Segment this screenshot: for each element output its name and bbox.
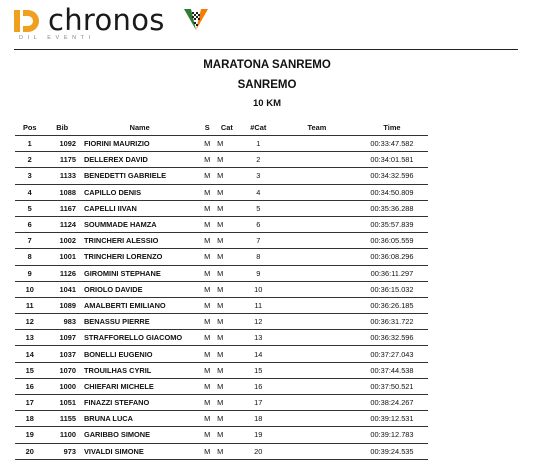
table-row	[15, 411, 428, 427]
col-header-cat-rank: #Cat	[250, 123, 267, 132]
cell-sex: M	[199, 362, 215, 378]
cell-cat: M	[215, 233, 239, 249]
cell-cat: M	[215, 136, 239, 152]
cell-cat: M	[215, 362, 239, 378]
cell-cat-rank: 11	[239, 297, 278, 313]
event-location: SANREMO	[237, 79, 297, 91]
cell-pos: 5	[15, 200, 44, 216]
cell-name: GIROMINI STEPHANE	[80, 265, 199, 281]
cell-sex: M	[199, 152, 215, 168]
cell-sex: M	[199, 330, 215, 346]
cell-cat: M	[215, 216, 239, 232]
cell-time: 00:36:11.297	[356, 265, 428, 281]
cell-bib: 1070	[44, 362, 80, 378]
cell-time: 00:34:01.581	[356, 152, 428, 168]
cell-cat-rank: 18	[239, 411, 278, 427]
cell-team	[278, 395, 356, 411]
table-row	[15, 249, 428, 265]
results-table	[15, 120, 428, 460]
cell-team	[278, 378, 356, 394]
cell-sex: M	[199, 378, 215, 394]
table-row	[15, 265, 428, 281]
table-row	[15, 184, 428, 200]
cell-sex: M	[199, 443, 215, 459]
cell-bib: 1155	[44, 411, 80, 427]
cell-team	[278, 184, 356, 200]
cell-pos: 18	[15, 411, 44, 427]
cell-time: 00:36:26.185	[356, 297, 428, 313]
cell-name: GARIBBO SIMONE	[80, 427, 199, 443]
cell-time: 00:39:12.531	[356, 411, 428, 427]
col-header-pos: Pos	[22, 123, 37, 132]
cell-bib: 1175	[44, 152, 80, 168]
col-header-name: Name	[129, 123, 150, 132]
cell-sex: M	[199, 168, 215, 184]
cell-name: AMALBERTI EMILIANO	[80, 297, 199, 313]
cell-sex: M	[199, 216, 215, 232]
cell-team	[278, 427, 356, 443]
table-row	[15, 233, 428, 249]
table-row	[15, 378, 428, 394]
col-header-team: Team	[307, 123, 327, 132]
cell-time: 00:36:05.559	[356, 233, 428, 249]
cell-sex: M	[199, 346, 215, 362]
cell-bib: 1100	[44, 427, 80, 443]
table-row	[15, 281, 428, 297]
cell-name: CHIEFARI MICHELE	[80, 378, 199, 394]
cell-bib: 1002	[44, 233, 80, 249]
cell-team	[278, 249, 356, 265]
cell-sex: M	[199, 249, 215, 265]
cell-pos: 11	[15, 297, 44, 313]
cell-team	[278, 136, 356, 152]
cell-name: FIORINI MAURIZIO	[80, 136, 199, 152]
cell-cat: M	[215, 427, 239, 443]
table-row	[15, 297, 428, 313]
cell-pos: 1	[15, 136, 44, 152]
cell-bib: 1037	[44, 346, 80, 362]
cell-sex: M	[199, 265, 215, 281]
cell-cat: M	[215, 411, 239, 427]
cell-bib: 1041	[44, 281, 80, 297]
cell-sex: M	[199, 136, 215, 152]
cell-pos: 6	[15, 216, 44, 232]
table-row	[15, 346, 428, 362]
table-row	[15, 427, 428, 443]
table-row	[15, 314, 428, 330]
cell-name: TROUILHAS CYRIL	[80, 362, 199, 378]
cell-cat-rank: 17	[239, 395, 278, 411]
cell-time: 00:39:12.783	[356, 427, 428, 443]
chronos-logo-icon	[14, 8, 40, 34]
cell-team	[278, 152, 356, 168]
cell-time: 00:34:32.596	[356, 168, 428, 184]
cell-bib: 1126	[44, 265, 80, 281]
col-header-time: Time	[383, 123, 401, 132]
cell-cat-rank: 10	[239, 281, 278, 297]
cell-name: ORIOLO DAVIDE	[80, 281, 199, 297]
cell-name: BONELLI EUGENIO	[80, 346, 199, 362]
cell-cat: M	[215, 184, 239, 200]
cell-cat: M	[215, 346, 239, 362]
cell-team	[278, 330, 356, 346]
cell-cat-rank: 4	[239, 184, 278, 200]
cell-name: BENEDETTI GABRIELE	[80, 168, 199, 184]
cell-time: 00:39:24.535	[356, 443, 428, 459]
cell-name: BRUNA LUCA	[80, 411, 199, 427]
cell-pos: 8	[15, 249, 44, 265]
cell-cat: M	[215, 152, 239, 168]
cell-sex: M	[199, 233, 215, 249]
cell-team	[278, 297, 356, 313]
cell-time: 00:37:44.538	[356, 362, 428, 378]
cell-pos: 2	[15, 152, 44, 168]
cell-time: 00:33:47.582	[356, 136, 428, 152]
cell-team	[278, 216, 356, 232]
table-row	[15, 362, 428, 378]
cell-sex: M	[199, 184, 215, 200]
cell-name: VIVALDI SIMONE	[80, 443, 199, 459]
cell-name: CAPELLI IIVAN	[80, 200, 199, 216]
cell-cat: M	[215, 395, 239, 411]
cell-cat-rank: 9	[239, 265, 278, 281]
cell-pos: 19	[15, 427, 44, 443]
cell-pos: 10	[15, 281, 44, 297]
table-header-row	[15, 120, 428, 136]
col-header-cat: Cat	[220, 123, 233, 132]
cell-name: TRINCHERI LORENZO	[80, 249, 199, 265]
cell-time: 00:34:50.809	[356, 184, 428, 200]
cell-pos: 4	[15, 184, 44, 200]
cell-cat: M	[215, 281, 239, 297]
cell-pos: 7	[15, 233, 44, 249]
cell-pos: 9	[15, 265, 44, 281]
cell-bib: 1092	[44, 136, 80, 152]
cell-time: 00:38:24.267	[356, 395, 428, 411]
cell-cat-rank: 15	[239, 362, 278, 378]
cell-time: 00:36:15.032	[356, 281, 428, 297]
cell-pos: 14	[15, 346, 44, 362]
cell-bib: 1097	[44, 330, 80, 346]
cell-cat-rank: 14	[239, 346, 278, 362]
cell-bib: 1088	[44, 184, 80, 200]
table-row	[15, 395, 428, 411]
logo-subtext: DIL EVENTI	[19, 35, 95, 41]
cell-cat: M	[215, 378, 239, 394]
cell-bib: 1133	[44, 168, 80, 184]
cell-cat: M	[215, 200, 239, 216]
cell-cat-rank: 5	[239, 200, 278, 216]
cell-team	[278, 200, 356, 216]
cell-cat-rank: 2	[239, 152, 278, 168]
cell-cat-rank: 16	[239, 378, 278, 394]
cell-pos: 12	[15, 314, 44, 330]
table-row	[15, 216, 428, 232]
cell-time: 00:37:50.521	[356, 378, 428, 394]
cell-name: BENASSU PIERRE	[80, 314, 199, 330]
header-divider	[14, 49, 518, 50]
cell-cat: M	[215, 265, 239, 281]
cell-cat: M	[215, 249, 239, 265]
cell-sex: M	[199, 395, 215, 411]
cell-time: 00:35:36.288	[356, 200, 428, 216]
cell-pos: 13	[15, 330, 44, 346]
table-row	[15, 200, 428, 216]
col-header-sex: S	[204, 123, 210, 132]
table-row	[15, 152, 428, 168]
cell-cat-rank: 7	[239, 233, 278, 249]
cell-pos: 17	[15, 395, 44, 411]
cell-cat: M	[215, 297, 239, 313]
cell-cat-rank: 1	[239, 136, 278, 152]
logo-text: chronos	[48, 3, 165, 37]
cell-name: DELLEREX DAVID	[80, 152, 199, 168]
cell-sex: M	[199, 281, 215, 297]
table-row	[15, 168, 428, 184]
cell-bib: 973	[44, 443, 80, 459]
cell-name: SOUMMADE HAMZA	[80, 216, 199, 232]
cell-pos: 15	[15, 362, 44, 378]
cell-team	[278, 346, 356, 362]
cell-cat: M	[215, 314, 239, 330]
cell-cat: M	[215, 168, 239, 184]
cell-bib: 1167	[44, 200, 80, 216]
checkered-flag-icon	[183, 8, 209, 38]
cell-team	[278, 281, 356, 297]
cell-team	[278, 168, 356, 184]
cell-pos: 20	[15, 443, 44, 459]
cell-team	[278, 314, 356, 330]
cell-name: STRAFFORELLO GIACOMO	[80, 330, 199, 346]
cell-name: FINAZZI STEFANO	[80, 395, 199, 411]
cell-sex: M	[199, 200, 215, 216]
cell-sex: M	[199, 427, 215, 443]
cell-team	[278, 362, 356, 378]
table-row	[15, 136, 428, 152]
event-distance: 10 KM	[253, 98, 281, 109]
cell-cat-rank: 20	[239, 443, 278, 459]
cell-bib: 983	[44, 314, 80, 330]
cell-bib: 1051	[44, 395, 80, 411]
cell-team	[278, 411, 356, 427]
cell-bib: 1001	[44, 249, 80, 265]
cell-sex: M	[199, 314, 215, 330]
cell-pos: 16	[15, 378, 44, 394]
table-row	[15, 330, 428, 346]
cell-pos: 3	[15, 168, 44, 184]
cell-time: 00:36:31.722	[356, 314, 428, 330]
col-header-bib: Bib	[56, 123, 69, 132]
cell-cat-rank: 6	[239, 216, 278, 232]
cell-time: 00:35:57.839	[356, 216, 428, 232]
cell-team	[278, 233, 356, 249]
cell-name: TRINCHERI ALESSIO	[80, 233, 199, 249]
cell-team	[278, 265, 356, 281]
event-name: MARATONA SANREMO	[203, 59, 331, 71]
cell-bib: 1124	[44, 216, 80, 232]
cell-cat: M	[215, 443, 239, 459]
cell-time: 00:37:27.043	[356, 346, 428, 362]
cell-cat-rank: 3	[239, 168, 278, 184]
cell-sex: M	[199, 297, 215, 313]
cell-cat-rank: 12	[239, 314, 278, 330]
cell-team	[278, 443, 356, 459]
cell-bib: 1000	[44, 378, 80, 394]
cell-time: 00:36:32.596	[356, 330, 428, 346]
table-row	[15, 443, 428, 459]
cell-name: CAPILLO DENIS	[80, 184, 199, 200]
cell-cat-rank: 8	[239, 249, 278, 265]
cell-sex: M	[199, 411, 215, 427]
cell-cat: M	[215, 330, 239, 346]
page-header	[0, 0, 534, 52]
cell-time: 00:36:08.296	[356, 249, 428, 265]
cell-cat-rank: 13	[239, 330, 278, 346]
cell-bib: 1089	[44, 297, 80, 313]
cell-cat-rank: 19	[239, 427, 278, 443]
